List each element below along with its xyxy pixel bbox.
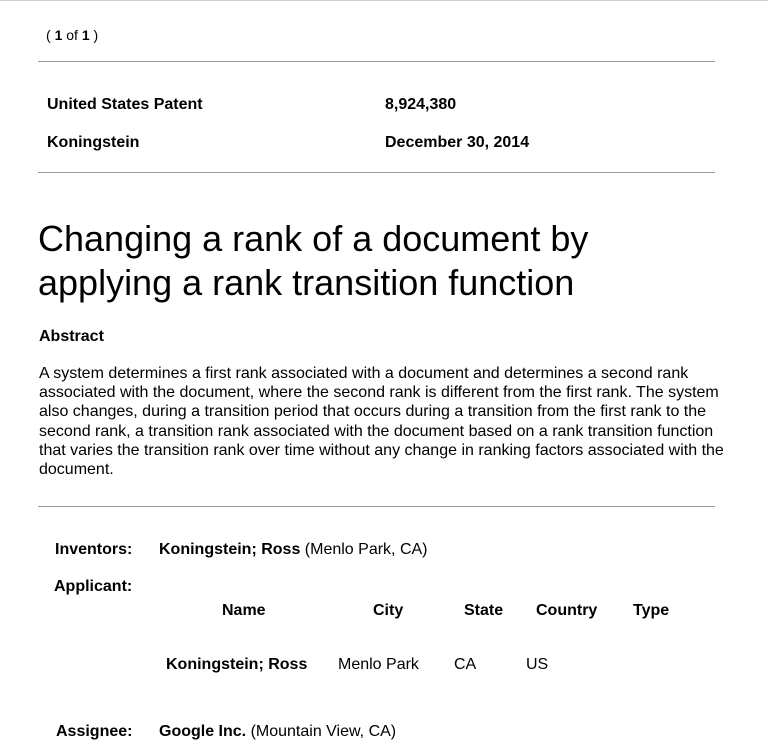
- pager-total: 1: [81, 27, 90, 43]
- pager-open: (: [46, 27, 51, 43]
- pager-of: of: [66, 27, 78, 43]
- pager-close: ): [93, 27, 99, 43]
- country-patent: United States Patent: [47, 96, 203, 113]
- patent-number: 8,924,380: [385, 96, 457, 113]
- assignee-value: [159, 723, 396, 741]
- applicant-col-name: Name: [222, 602, 266, 619]
- divider-top: [38, 61, 715, 62]
- inventor-name: Koningstein; Ross: [159, 541, 301, 558]
- inventor-surname: Koningstein: [47, 134, 140, 151]
- inventor-location: (Menlo Park, CA): [304, 541, 428, 558]
- patent-date: December 30, 2014: [385, 134, 530, 151]
- applicant-country: US: [526, 656, 549, 673]
- abstract-text: A system determines a first rank associated with a document and determines a second rank associated with the document, where the second rank is different from the first rank. The system also changes, during a transition period that occurs during a transition from the first rank to the second rank, a transition rank associated with the document based on a rank transition function that varies the transition rank over time without any change in ranking factors associated with the document.: [39, 365, 724, 479]
- inventors-value: [159, 541, 428, 559]
- divider-abstract: [38, 506, 715, 507]
- abstract-heading: Abstract: [39, 328, 104, 345]
- patent-title: Changing a rank of a document by applying a rank transition function: [38, 218, 589, 303]
- assignee-label: Assignee:: [56, 723, 133, 740]
- top-border: [0, 0, 768, 1]
- applicant-state: CA: [454, 656, 477, 673]
- pager-current: 1: [54, 27, 63, 43]
- applicant-col-country: Country: [536, 602, 598, 619]
- applicant-label: Applicant:: [54, 578, 133, 595]
- applicant-col-city: City: [373, 602, 404, 619]
- applicant-col-state: State: [464, 602, 504, 619]
- divider-header: [38, 172, 715, 173]
- applicant-col-type: Type: [633, 602, 670, 619]
- applicant-city: Menlo Park: [338, 656, 419, 673]
- applicant-name: Koningstein; Ross: [166, 656, 308, 673]
- inventors-label: Inventors:: [55, 541, 133, 558]
- assignee-location: (Mountain View, CA): [250, 723, 397, 740]
- pager: [46, 27, 98, 43]
- assignee-name: Google Inc.: [159, 723, 247, 740]
